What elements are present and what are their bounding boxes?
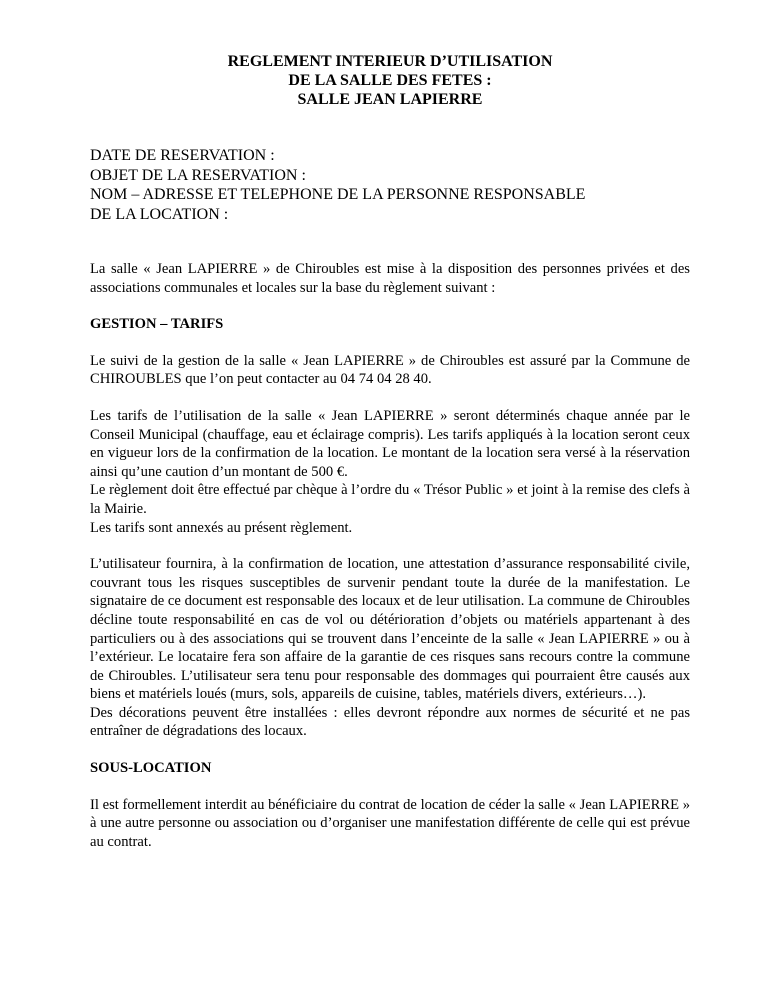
document-title (90, 52, 690, 109)
document-page (90, 52, 690, 851)
field-responsable-line-1: NOM – ADRESSE ET TELEPHONE DE LA PERSONNE RESPONSABLE (90, 186, 586, 203)
gestion-paragraph-contact: Le suivi de la gestion de la salle « Jean LAPIERRE » de Chiroubles est assuré par la Commune de CHIROUBLES que l’on peut contacter au 04 74 04 28 40. (90, 352, 690, 388)
gestion-paragraph-annexes: Les tarifs sont annexés au présent règlement. (90, 519, 353, 536)
field-date-reservation: DATE DE RESERVATION : (90, 147, 275, 164)
title-line-2: DE LA SALLE DES FETES : (288, 72, 492, 89)
reservation-fields (90, 146, 690, 224)
field-objet-reservation: OBJET DE LA RESERVATION : (90, 166, 306, 184)
section-heading-gestion: GESTION – TARIFS (90, 316, 224, 333)
title-line-3: SALLE JEAN LAPIERRE (297, 91, 483, 108)
gestion-paragraph-decorations: Des décorations peuvent être installées : elles devront répondre aux normes de sécurité et ne pas entraîner de dégradations des locaux. (90, 704, 690, 740)
gestion-paragraph-reglement: Le règlement doit être effectué par chèque à l’ordre du « Trésor Public » et joint à la remise des clefs à la Mairie. (90, 482, 690, 517)
gestion-paragraph-assurance: L’utilisateur fournira, à la confirmation de location, une attestation d’assurance responsabilité civile, couvrant tous les risques susceptibles de survenir pendant toute la durée de la manifestation. Le signataire de ce document est responsable des locaux et de leur utilisation. La commune de Chiroubles décline toute responsabilité en cas de vol ou détérioration d’objets ou matériels appartenant à des particuliers ou à des associations qui se trouvent dans l’enceinte de la salle « Jean LAPIERRE » ou à l’extérieur. Le locataire fera son affaire de la garantie de ces risques sans recours contre la commune de Chiroubles. L’utilisateur sera tenu pour responsable des dommages qui pourraient être causés aux biens et matériels loués (murs, sols, appareils de cuisine, tables, matériels divers, extérieurs…). (90, 556, 690, 703)
intro-paragraph: La salle « Jean LAPIERRE » de Chiroubles est mise à la disposition des personnes privées et des associations communales et locales sur la base du règlement suivant : (90, 261, 690, 296)
sous-location-paragraph: Il est formellement interdit au bénéficiaire du contrat de location de céder la salle « Jean LAPIERRE » à une autre personne ou association ou d’organiser une manifestation différente de celle qui est prévue au contrat. (90, 796, 690, 850)
section-heading-sous-location: SOUS-LOCATION (90, 760, 212, 777)
title-line-1: REGLEMENT INTERIEUR D’UTILISATION (227, 53, 553, 70)
field-responsable-line-2: DE LA LOCATION : (90, 205, 229, 223)
gestion-paragraph-tarifs: Les tarifs de l’utilisation de la salle « Jean LAPIERRE » seront déterminés chaque année par le Conseil Municipal (chauffage, eau et éclairage compris). Les tarifs appliqués à la location seront ceux en vigueur lors de la confirmation de la location. Le montant de la location sera versé à la réservation ainsi qu’une caution d’un montant de 500 €. (90, 407, 690, 480)
